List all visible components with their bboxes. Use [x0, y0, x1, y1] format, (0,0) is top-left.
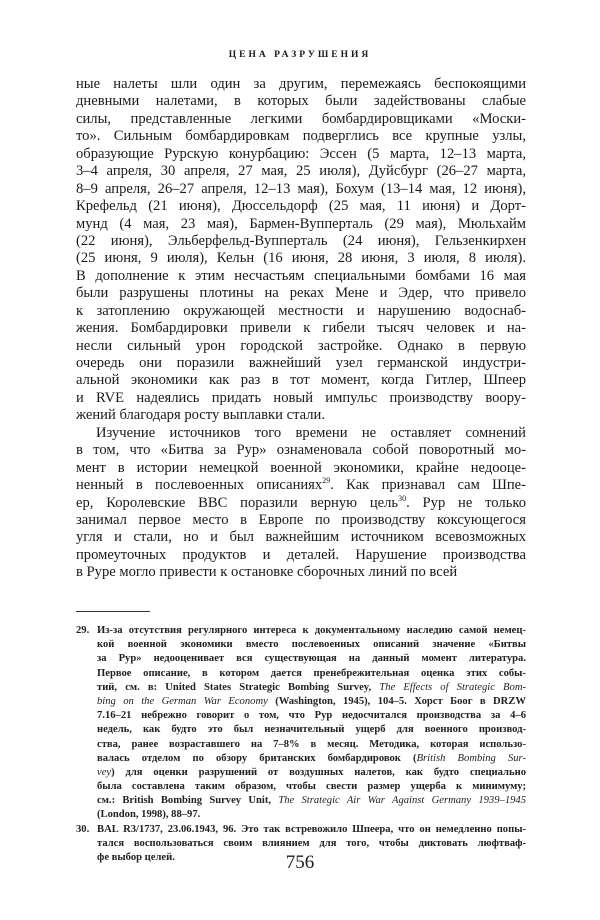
text-segment: (22 июня), Эльберфельд-Вупперталь (24 июня), Гельзенкирхен — [76, 232, 526, 249]
text-segment: мунд (4 мая, 23 мая), Бармен-Вупперталь (29 мая), Мюльхайм — [76, 215, 526, 232]
footnote-line — [97, 681, 526, 695]
text-line — [76, 495, 526, 512]
footnote-line — [97, 624, 526, 638]
text-line — [76, 355, 526, 372]
footnote-line — [97, 837, 526, 851]
text-line — [76, 93, 526, 110]
text-segment: промеуточных продуктов и деталей. Нарушение производства — [76, 546, 526, 563]
text-segment: альной экономики как раз в тот момент, когда Гитлер, Шпеер — [76, 372, 526, 389]
footnote-line — [97, 709, 526, 723]
text-segment: то». Сильным бомбардировкам подверглись все крупные узлы, — [76, 128, 526, 145]
footnote-line — [97, 638, 526, 652]
text-segment: была составлена таким образом, чтобы свести размер ущерба к минимуму; — [97, 781, 526, 793]
text-segment: фе выбор целей. — [97, 852, 175, 863]
footnote-line — [97, 823, 526, 837]
footnote-line — [97, 752, 526, 766]
text-line — [76, 372, 526, 389]
text-line — [76, 564, 526, 581]
body-text — [76, 76, 526, 582]
text-line — [76, 303, 526, 320]
text-segment: и RVE надеялись придать новый импульс производству воору- — [76, 389, 526, 406]
text-line — [76, 512, 526, 529]
text-segment: дневными налетами, в которых были задействованы слабые — [76, 93, 526, 110]
text-line — [76, 233, 526, 250]
text-segment: в том, что «Битва за Рур» ознаменовала собой поворотный мо- — [76, 442, 526, 459]
text-segment: см.: British Bombing Survey Unit, — [97, 795, 279, 807]
text-segment: тался воспользоваться своим влиянием для того, чтобы диктовать люфтваф- — [97, 837, 526, 849]
text-line — [76, 216, 526, 233]
footnote-number: 29. — [76, 625, 90, 636]
footnote-reference: 30 — [398, 493, 407, 503]
footnote-line — [97, 652, 526, 666]
text-segment: . Рур не только — [406, 494, 526, 511]
text-segment: несли сильный урон городской застройке. Однако в первую — [76, 337, 526, 354]
footnote-number: 30. — [76, 823, 90, 835]
text-segment: 7.16–21 небрежно говорит о том, что Рур недосчитался производства за 4–6 — [97, 710, 526, 722]
text-segment: . Как признавал сам Шпе- — [330, 477, 526, 494]
italic-title: British Bombing Sur- — [416, 752, 526, 764]
text-line — [76, 128, 526, 145]
footnote-line — [97, 780, 526, 794]
text-line — [76, 407, 526, 424]
text-segment: угля и стали, но и был важнейшим источником всевозможных — [76, 529, 526, 546]
text-segment: (London, 1998), 88–97. — [97, 809, 201, 821]
text-segment: ства, ранее возраставшего на 7–8% в месяц. Методика, которая использо- — [97, 738, 526, 750]
text-line — [76, 320, 526, 337]
text-segment: Первое описание, в котором дается пренебрежительная оценка этих собы- — [97, 667, 526, 679]
text-line — [76, 198, 526, 215]
text-segment: (25 июня, 9 июля), Кельн (16 июня, 28 июня, 3 июля, 8 июля). — [76, 250, 526, 267]
text-line — [76, 250, 526, 267]
text-segment: к затоплению окружающей местности и нарушению водоснаб- — [76, 302, 526, 319]
text-segment: жений благодаря росту выплавки стали. — [76, 407, 325, 424]
paragraph — [76, 425, 526, 582]
text-segment: занимал первое место в Европе по производству коксующегося — [76, 511, 526, 528]
text-segment: ные налеты шли один за другим, перемежаясь беспокоящими — [76, 76, 526, 92]
text-segment: Крефельд (21 июня), Дюссельдорф (25 мая, 11 июня) и Дорт- — [76, 198, 526, 215]
text-segment: BAL R3/1737, 23.06.1943, 96. Это так встревожило Шпеера, что он немедленно попы- — [97, 823, 526, 835]
footnote-line — [97, 723, 526, 737]
italic-title: vey — [97, 766, 112, 778]
footnote-line — [97, 738, 526, 752]
text-line — [76, 460, 526, 477]
footnotes — [76, 624, 526, 865]
text-line — [76, 285, 526, 302]
text-segment: силы, представленные легкими бомбардировщиками «Моски- — [76, 110, 526, 127]
text-segment: кой военной экономики вместо послевоенных описаний значение «Битвы — [97, 639, 526, 651]
text-segment: валась отделом по обзору британских бомбардировок ( — [97, 752, 417, 764]
text-segment: мент в истории немецкой военной экономики, крайне недооце- — [76, 459, 526, 476]
footnote-divider — [76, 611, 150, 612]
text-segment: ) для оценки разрушений от воздушных налетов, как будто специально — [111, 766, 526, 778]
text-segment: ер, Королевские ВВС поразили верную цель — [76, 494, 399, 511]
text-segment: (Washington, 1945), 104–5. Хорст Боог в DRZW — [267, 695, 526, 707]
footnote-line — [97, 695, 526, 709]
text-line — [76, 442, 526, 459]
text-segment: 3–4 апреля, 30 апреля, 27 мая, 25 июля), Дуйсбург (26–27 марта, — [76, 163, 526, 180]
text-line — [76, 163, 526, 180]
footnote-line — [97, 808, 526, 822]
footnote-line — [97, 766, 526, 780]
text-line — [76, 146, 526, 163]
text-segment: 8–9 апреля, 26–27 апреля, 12–13 мая), Бохум (13–14 мая, 12 июня), — [76, 180, 526, 197]
text-segment: образующие Рурскую конурбацию: Эссен (5 марта, 12–13 марта, — [76, 145, 526, 162]
text-line — [76, 338, 526, 355]
paragraph — [76, 76, 526, 425]
footnote-line — [97, 794, 526, 808]
page-number: 756 — [285, 852, 315, 873]
text-line — [76, 425, 526, 442]
text-segment: Изучение источников того времени не оставляет сомнений — [96, 424, 526, 441]
text-line — [76, 76, 526, 93]
text-line — [76, 547, 526, 564]
text-segment: Из-за отсутствия регулярного интереса к документальному наследию самой немец- — [97, 625, 526, 636]
text-line — [76, 477, 526, 494]
text-segment: были разрушены плотины на реках Мене и Эдер, что привело — [76, 285, 526, 302]
footnote-reference: 29 — [322, 476, 331, 486]
text-line — [76, 529, 526, 546]
footnote — [76, 624, 526, 823]
footnote-line — [97, 667, 526, 681]
text-segment: недель, как будто это был незначительный ущерб для военного производ- — [97, 724, 526, 736]
text-line — [76, 268, 526, 285]
text-segment: ненный в послевоенных описаниях — [76, 477, 323, 494]
text-line — [76, 111, 526, 128]
text-segment: за Рур» недооценивает вся существующая на данный момент литература. — [97, 653, 526, 665]
text-line — [76, 181, 526, 198]
italic-title: The Effects of Strategic Bom- — [379, 681, 526, 693]
text-segment: очередь они поразили важнейший узел германской индустри- — [76, 355, 526, 371]
italic-title: bing on the German War Economy — [97, 695, 268, 707]
running-header: ЦЕНА РАЗРУШЕНИЯ — [228, 50, 372, 60]
text-segment: В дополнение к этим несчастьям специальными бомбами 16 мая — [76, 267, 526, 284]
text-line — [76, 390, 526, 407]
text-segment: тий, см. в: United States Strategic Bombing Survey, — [97, 681, 380, 693]
text-segment: в Руре могло привести к остановке сборочных линий по всей — [76, 564, 458, 581]
text-segment: жения. Бомбардировки привели к гибели тысяч человек и на- — [76, 320, 526, 337]
italic-title: The Strategic Air War Against Germany 1939–1945 — [278, 795, 527, 807]
